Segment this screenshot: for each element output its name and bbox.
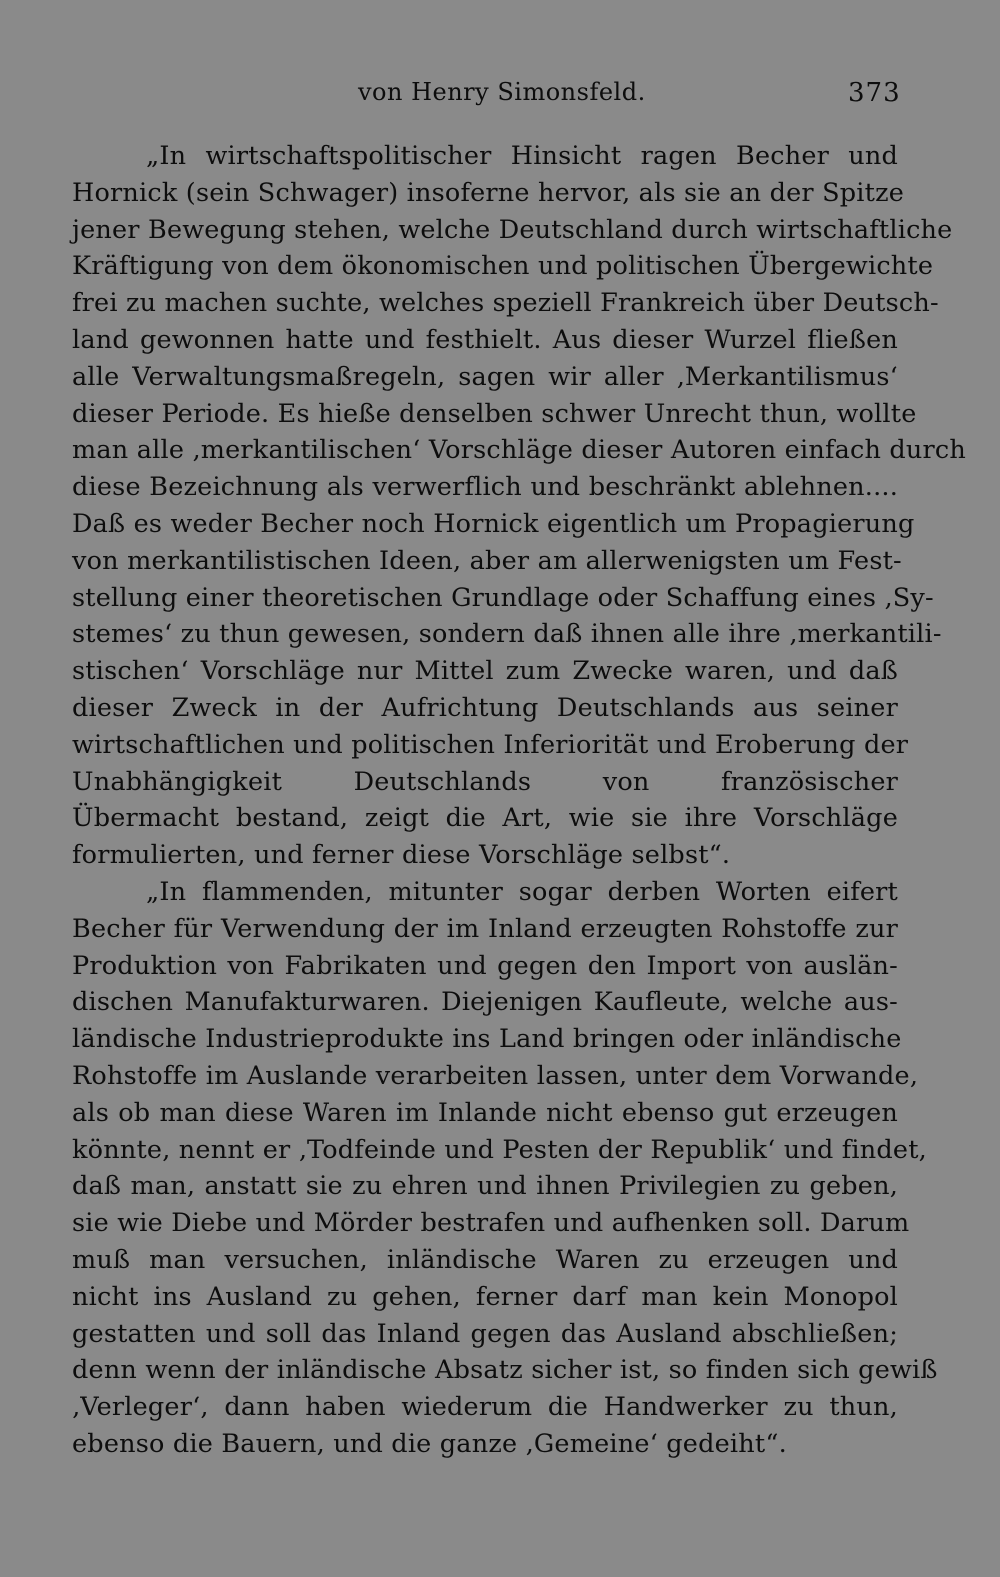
text-line: land gewonnen hatte und festhielt. Aus dieser Wurzel fließen	[72, 324, 898, 355]
text-line: dieser Zweck in der Aufrichtung Deutschlands aus seiner	[72, 692, 898, 723]
text-line: stischen‘ Vorschläge nur Mittel zum Zwecke waren, und daß	[72, 656, 898, 687]
paragraph-2	[72, 874, 938, 1463]
text-line: dieser Periode. Es hieße denselben schwer Unrecht thun, wollte	[72, 398, 917, 429]
text-line: nicht ins Ausland zu gehen, ferner darf man kein Monopol	[72, 1281, 898, 1312]
text-line: ‚Verleger‘, dann haben wiederum die Handwerker zu thun,	[72, 1392, 898, 1423]
text-line: ebenso die Bauern, und die ganze ‚Gemeine‘ gedeiht“.	[72, 1428, 787, 1459]
text-line: frei zu machen suchte, welches speziell Frankreich über Deutsch-	[72, 288, 939, 319]
text-line: Produktion von Fabrikaten und gegen den Import von auslän-	[72, 950, 898, 981]
text-line: sie wie Diebe und Mörder bestrafen und aufhenken soll. Darum	[72, 1208, 910, 1239]
text-line: „In wirtschaftspolitischer Hinsicht ragen Becher und	[146, 141, 898, 171]
text-line: Übermacht bestand, zeigt die Art, wie sie ihre Vorschläge	[72, 803, 898, 834]
text-line: wirtschaftlichen und politischen Inferiorität und Eroberung der	[72, 729, 909, 760]
text-line: stemes‘ zu thun gewesen, sondern daß ihnen alle ihre ‚merkantili-	[72, 619, 942, 650]
text-line: man alle ‚merkantilischen‘ Vorschläge dieser Autoren einfach durch	[72, 435, 967, 466]
body-text	[72, 138, 967, 1463]
text-line: ländische Industrieprodukte ins Land bringen oder inländische	[72, 1024, 902, 1055]
text-line: stellung einer theoretischen Grundlage oder Schaffung eines ‚Sy-	[72, 582, 934, 613]
page-number: 373	[848, 78, 901, 108]
text-line: jener Bewegung stehen, welche Deutschland durch wirtschaftliche	[72, 214, 953, 245]
paragraph-1	[72, 138, 967, 874]
text-line: als ob man diese Waren im Inlande nicht ebenso gut erzeugen	[72, 1097, 898, 1128]
text-line: alle Verwaltungsmaßregeln, sagen wir aller ‚Merkantilismus‘	[72, 361, 898, 392]
text-line: diese Bezeichnung als verwerflich und beschränkt ablehnen....	[72, 472, 898, 503]
text-line: Daß es weder Becher noch Hornick eigentlich um Propagierung	[72, 508, 915, 539]
text-line: gestatten und soll das Inland gegen das Ausland abschließen;	[72, 1318, 898, 1349]
text-line: Rohstoffe im Auslande verarbeiten lassen, unter dem Vorwande,	[72, 1060, 919, 1091]
text-line: formulierten, und ferner diese Vorschläge selbst“.	[72, 840, 731, 871]
text-line: daß man, anstatt sie zu ehren und ihnen Privilegien zu geben,	[72, 1171, 898, 1202]
text-line: dischen Manufakturwaren. Diejenigen Kaufleute, welche aus-	[72, 987, 898, 1018]
text-line: Hornick (sein Schwager) insoferne hervor, als sie an der Spitze	[72, 177, 905, 208]
text-line: denn wenn der inländische Absatz sicher ist, so finden sich gewiß	[72, 1355, 938, 1386]
text-line: Becher für Verwendung der im Inland erzeugten Rohstoffe zur	[72, 913, 898, 944]
running-head: von Henry Simonsfeld.	[358, 78, 646, 106]
text-line: Kräftigung von dem ökonomischen und politischen Übergewichte	[72, 251, 934, 282]
text-line: von merkantilistischen Ideen, aber am allerwenigsten um Fest-	[72, 545, 902, 576]
text-line: könnte, nennt er ‚Todfeinde und Pesten der Republik‘ und findet,	[72, 1134, 927, 1165]
text-line: „In flammenden, mitunter sogar derben Worten eifert	[146, 876, 898, 907]
text-line: Unabhängigkeit Deutschlands von französischer	[72, 766, 898, 797]
text-line: muß man versuchen, inländische Waren zu erzeugen und	[72, 1244, 898, 1275]
